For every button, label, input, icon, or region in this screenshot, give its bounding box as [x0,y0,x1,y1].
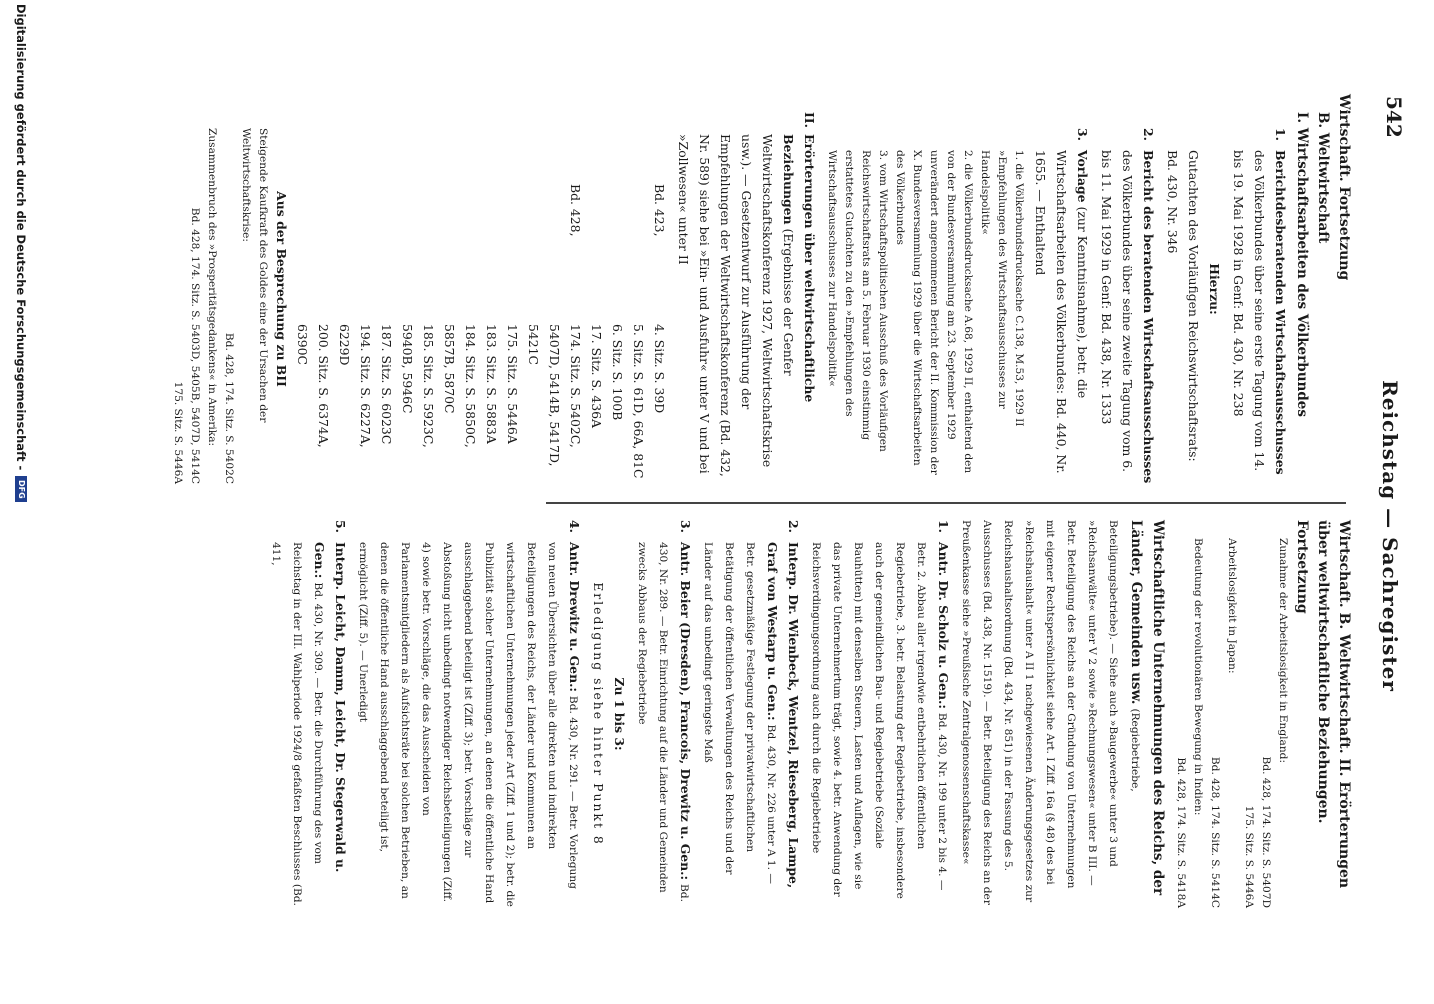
ref-volume [292,184,334,324]
main-heading: Wirtschaftliche Unternehmungen des Reichs, der Länder, Gemeinden usw. [1128,520,1166,896]
ref-volume [586,184,607,324]
enclosure-item: 1. die Völkerbundsdrucksache C.138, M.53, 1929 II »Empfehlungen des Wirtschaftsausschusses zur Handelspolitik« [979,150,1025,427]
discussion-ref: 175. Sitz. S. 5446A [172,381,184,484]
ref-volume: Bd. 428, [568,184,583,237]
item-text: Bd. 430, Nr. 199 unter 2 bis 4. — Betr. 2. Abbau aller irgendwie entbehrlichen öffentlichen Regiebetriebe, 3. betr. Belastung der Regiebetriebe, insbesondere auch der gemeindlichen Bau- und Regiebetriebe (Soziale Bauhütten) mit denselben Steuern, Lasten und Auflagen, wie sie das private Unternehmertum trägt, sowie 4. betr. Anwendung der Reichsverdingungsordnung auch durch die Regiebetriebe [810,542,948,899]
pre-item: Bedeutung der revolutionären Bewegung in Indien: [1192,538,1204,816]
item-text: des Völkerbundes über seine erste Tagung vom 14. bis 19. Mai 1928 in Genf: Bd. 430, Nr. 238 [1231,150,1267,472]
list-item [633,520,696,908]
ref-volume [502,184,523,324]
item-text: Bd. 430, Nr. 226 unter A 1. — Betr. gesetzmäßige Festlegung der privatwirtschaftlichen Betätigung der öffentlichen Verwaltungen des Reichs und der Länder auf das unbedingt geringste Maß [702,542,777,884]
ref-volume [607,184,628,324]
zu-text: Erledigung siehe hinter Punkt 8 [591,582,606,846]
ref-volume [439,184,481,324]
pre-ref: Bd. 428, 174. Sitz. S. 5414C [1209,756,1221,908]
discussion-item: Zusammenbruch des »Prosperitätsgedankens« in Amerika: [206,128,218,447]
hierzu-block [1162,94,1225,484]
item-bold: Interp. Dr. Wienbeck, Wentzel, Rieseberg, Lampe, Graf von Westarp u. Gen.: [765,542,801,889]
page-header [1370,96,1406,976]
list-item [267,520,351,908]
right-column [264,520,1354,908]
item-bold: Antr. Drewitz u. Gen.: [567,542,582,692]
item-text: des Völkerbundes über seine zweite Tagung vom 6. bis 11. Mai 1929 in Genf: Bd. 438, Nr. 1333 [1099,150,1135,473]
list-item [807,520,954,908]
digitization-footer [14,0,28,1004]
main-heading-block [957,520,1169,908]
ref-volume [376,184,397,324]
item-text: Bd. 430, Nr. 291. — Betr. Vorlegung von neuen Übersichten über alle direkten und indirekten Beteiligungen des Reichs, der Länder und Kommunen an wirtschaftlichen Unternehmungen jeder Art (Ziff. 1 und 2); betr. die Publizität solcher Unternehmungen, an denen die öffentliche Hand ausschlaggebend beteiligt ist (Ziff. 3); betr. Vorschläge zur Abstoßung nicht unbedingt notwendiger Reichsbeteiligungen (Ziff. 4) sowie betr. Vorschläge, die das Ausscheiden von Parlamentsmitgliedern als Aufsichtsräte bei solchen Betrieben, an denen die öffentliche Hand ausschlaggebend beteiligt ist, ermöglicht (Ziff. 5). — Unerledigt [357,542,579,907]
item-bold: Antr. Beier (Dresden), Francois, Drewitz u. Gen.: [678,542,693,881]
item-bold: Antr. Dr. Scholz u. Gen.: [936,542,951,709]
ref-entry: 17. Sitz. S. 436A [589,324,604,429]
enclosure-item: 3. vom Wirtschaftspolitischen Ausschuß des Vorläufigen Reichswirtschaftsrats am 5. Februar 1930 einstimmig erstattetes Gutachten zu den »Empfehlungen des Wirtschaftsausschusses zur Handelspolitik« [826,150,889,452]
left-column [169,94,1354,484]
discussion-item: Steigende Kaufkraft des Goldes eine der Ursachen der Weltwirtschaftskrise: [240,128,269,423]
item-number: 1. [936,520,951,533]
subsection-number: II. [802,112,817,128]
hierzu-label: Hierzu: [1207,263,1222,315]
list-item [354,520,585,908]
ref-volume [334,184,376,324]
left-title: Wirtschaft. Fortsetzung [1336,94,1352,281]
discussion-ref: Bd. 428, 174. Sitz. S. 5403D, 5405B, 5407D, 5414C [189,207,201,484]
item-text: Bd. 430, Nr. 309. — Betr. die Durchführung des vom Reichstag in der III. Wahlperiode 1924/8 gefaßten Beschlusses (Bd. 411, [270,542,324,906]
item-bold: Bericht des beratenden Wirtschaftsausschusses [1141,150,1156,484]
hierzu-text: Gutachten des Vorläufigen Reichswirtschaftsrats: Bd. 430, Nr. 346 [1165,150,1201,462]
subsection-text: (Ergebnisse der Genfer Weltwirtschaftskonferenz 1927, Weltwirtschaftskrise usw.). — Gesetzentwurf zur Ausführung der Empfehlungen der Weltwirtschaftskonferenz (Bd. 432, Nr. 589) siehe bei »Ein- und Ausfuhr« unter V und bei »Zollwesen« unter II [676,134,796,477]
item-number: 3. [678,520,693,533]
ref-volume [397,184,439,324]
reference-list [292,94,670,484]
item-number: 1. [1273,128,1288,141]
subsection-two [673,94,820,484]
ref-entry: 6. Sitz. S. 100B [610,324,625,421]
dfg-logo: DFG [15,476,27,502]
discussion-heading: Aus der Besprechung zu BII [274,191,289,387]
ref-entry: 187. Sitz. S. 6023C [379,324,394,445]
pre-item: Arbeitslosigkeit in Japan: [1226,538,1238,674]
pre-ref: Bd. 428, 174. Sitz. S. 5418A [1175,757,1187,908]
list-item [1096,94,1159,484]
page-number: 542 [1382,96,1406,138]
list-item [1228,94,1291,484]
ref-entry: 200. Sitz. S. 6374A, 6390C [295,324,331,448]
main-heading-text: (Regiebetriebe, Beteiligungsbetriebe). — Siehe auch »Baugewerbe« unter 3 und »Reichsanwälte« unter V 2 sowie »Rechnungswesen« unter B III. — Betr. Beteiligung des Reichs an der Gründung von Unternehmungen mit eigener Rechtspersönlichkeit siehe Art. I Ziff. 16a (§ 48) des bei »Reichshaushalt« unter A II 1 nachgewiesenen Änderungsgesetzes zur Reichshaushaltsordnung (Bd. 434, Nr. 851) in der Fassung des 5. Ausschusses (Bd. 438, Nr. 1519). — Betr. Beteiligung des Reichs an der Preußenkasse siehe »Preußische Zentralgenossenschaftskasse« [960,520,1141,905]
item-bold: Berichtdesberatenden Wirtschaftsausschusses [1273,150,1288,475]
item-text: (zur Kenntnisnahme), betr. die Wirtschaftsarbeiten des Völkerbundes: Bd. 440, Nr. 1655. — Enthaltend [1033,150,1090,474]
running-head: Reichstag — Sachregister [1378,380,1402,692]
pre-item: Zunahme der Arbeitslosigkeit in England: [1277,538,1289,764]
item-number: 4. [567,520,582,533]
item-number: 2. [1141,128,1156,141]
ref-volume [628,184,649,324]
ref-entry: 175. Sitz. S. 5446A [505,324,520,444]
zu-heading: Zu 1 bis 3: [612,677,627,751]
right-title: Wirtschaft. B. Weltwirtschaft. II. Erörterungen über weltwirtschaftliche Beziehungen. Fortsetzung [1294,520,1352,889]
subsection-heading: I. Wirtschaftsarbeiten des Völkerbundes [1294,112,1310,417]
ref-entry: 4. Sitz. S. 39D [652,324,667,414]
section-heading: B. Weltwirtschaft [1315,112,1331,244]
item-number: 3. [1075,128,1090,141]
ref-entry: 5. Sitz. S. 61D, 66A, 81C [631,324,646,479]
item-bold: Interp. Leicht, Damm, Leicht, Dr. Stegerwald u. Gen.: [312,542,348,873]
item-text: Bd. 430, Nr. 289. — Betr. Einrichtung auf die Länder und Gemeinden zwecks Abbaus der Regiebetriebe [636,542,690,902]
pre-ref: 175. Sitz. S. 5446A [1243,805,1255,908]
enclosure-item: 2. die Völkerbundsdrucksache A.68, 1929 II, enthaltend den von der Bundesversammlung am 23. September 1929 unverändert angenommenen Bericht der II. Kommission der X. Bundesversammlung 1929 über die Wirtschaftsarbeiten des Völkerbundes [894,150,974,475]
item-number: 2. [786,520,801,533]
ref-entry: 183. Sitz. S. 5883A [484,324,499,444]
list-item [699,520,804,908]
footer-text: Digitalisierung gefördert durch die Deutsche Forschungsgemeinschaft - [14,4,28,471]
column-divider [546,502,1346,504]
ref-entry: 194. Sitz. S. 6227A, 6229D [337,324,373,448]
ref-entry: 184. Sitz. S. 5850C, 5857B, 5870C [442,324,478,448]
ref-entry: 174. Sitz. S. 5402C, 5407D, 5414B, 5417D, 5421C [526,324,583,467]
subsection-bold: Erörterungen über weltwirtschaftliche Beziehungen [781,134,817,403]
pre-ref: Bd. 428, 174. Sitz. S. 5407D [1260,756,1272,908]
item-bold: Vorlage [1075,150,1090,203]
ref-volume [481,184,502,324]
item-number: 5. [333,520,348,533]
discussion-ref: Bd. 428, 174. Sitz. S. 5402C [223,332,235,484]
ref-entry: 185. Sitz. S. 5923C, 5940B, 5946C [400,324,436,448]
list-item [1030,94,1093,484]
ref-volume: Bd. 423, [652,184,667,237]
